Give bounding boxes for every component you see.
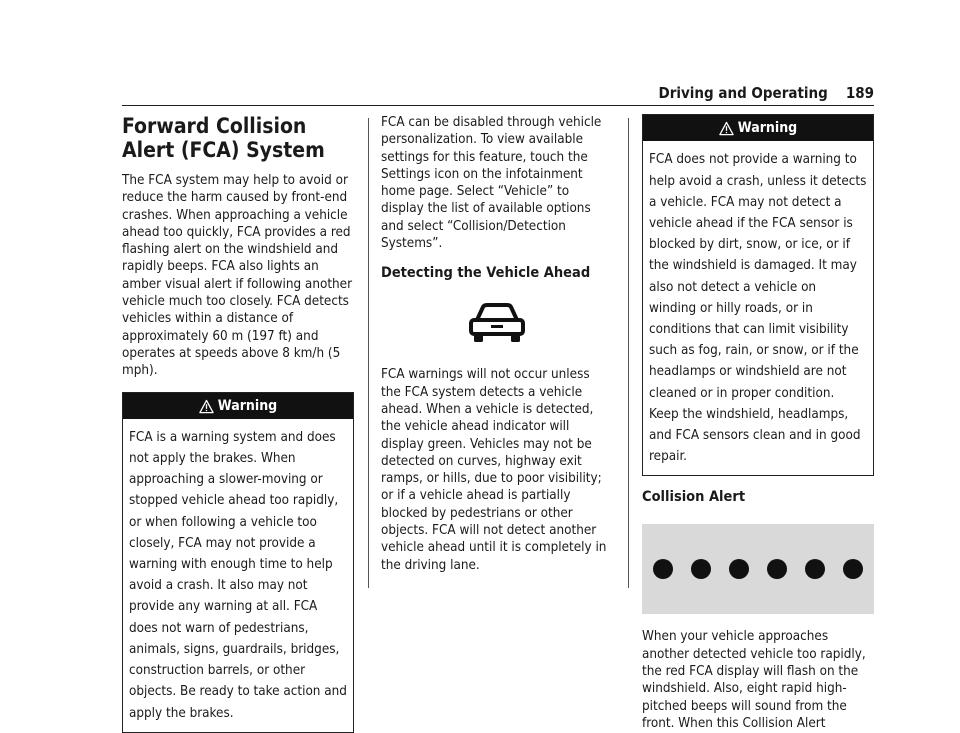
body-paragraph: FCA warnings will not occur unless the FCA system detects a vehicle ahead. When a vehicle is detected, the vehicle ahead indicator will display green. Vehicles may not be detected on curves, highway exit ramps, or hills, due to poor visibility; or if a vehicle ahead is partially blocked by pedestrians or other objects. FCA will not detect another vehicle ahead until it is completely in the driving lane. xyxy=(381,367,607,573)
column-3 xyxy=(642,114,874,732)
section-heading: Forward Collision Alert (FCA) System xyxy=(122,114,325,162)
running-header xyxy=(658,84,874,102)
section-title: Driving and Operating xyxy=(658,84,828,102)
warning-box xyxy=(122,392,354,733)
subsection-heading: Collision Alert xyxy=(642,489,746,506)
intro-paragraph: FCA can be disabled through vehicle personalization. To view available settings for this feature, touch the Settings icon on the infotainment home page. Select “Vehicle” to display the list of available options and select “Collision/Detection Systems”. xyxy=(381,115,602,252)
column-divider xyxy=(368,118,369,588)
intro-paragraph: The FCA system may help to avoid or reduce the harm caused by front-end crashes. When approaching a vehicle ahead too quickly, FCA provides a red flashing alert on the windshield and rapidly beeps. FCA also lights an amber visual alert if following another vehicle much too closely. FCA detects vehicles within a distance of approximately 60 m (197 ft) and operates at speeds above 8 km/h (5 mph). xyxy=(122,173,353,379)
warning-header xyxy=(643,115,873,141)
header-rule xyxy=(122,105,874,106)
warning-text: FCA is a warning system and does not apply the brakes. When approaching a slower-moving or stopped vehicle ahead too rapidly, or when following a vehicle too closely, FCA may not provide a warning with enough time to help avoid a crash. It also may not provide any warning at all. FCA does not warn of pedestrians, animals, signs, guardrails, bridges, construction barrels, or other objects. Be ready to take action and apply the brakes. xyxy=(129,429,347,721)
subsection-heading: Detecting the Vehicle Ahead xyxy=(381,265,591,282)
column-1 xyxy=(122,114,354,733)
alert-dot xyxy=(653,559,673,579)
warning-triangle-icon xyxy=(199,399,214,414)
alert-dot xyxy=(805,559,825,579)
warning-text: FCA does not provide a warning to help avoid a crash, unless it detects a vehicle. FCA may not detect a vehicle ahead if the FCA sensor is blocked by dirt, snow, or ice, or if the windshield is damaged. It may also not detect a vehicle on winding or hilly roads, or in conditions that can limit visibility such as fog, rain, or snow, or if the headlamps or windshield are not cleaned or in proper condition. Keep the windshield, headlamps, and FCA sensors clean and in good repair. xyxy=(649,152,867,465)
alert-dot xyxy=(729,559,749,579)
warning-header xyxy=(123,393,353,419)
collision-alert-dots-icon xyxy=(642,524,874,614)
warning-label: Warning xyxy=(737,120,798,136)
vehicle-ahead-icon xyxy=(381,302,613,344)
alert-dot xyxy=(691,559,711,579)
alert-dot xyxy=(767,559,787,579)
warning-box xyxy=(642,114,874,476)
page-number: 189 xyxy=(845,84,874,102)
alert-dot xyxy=(843,559,863,579)
body-paragraph: When your vehicle approaches another detected vehicle too rapidly, the red FCA display will flash on the windshield. Also, eight rapid high-pitched beeps will sound from the front. When this Collision Alert xyxy=(642,629,866,731)
column-2 xyxy=(381,114,613,574)
column-divider xyxy=(628,118,629,588)
warning-triangle-icon xyxy=(719,121,734,136)
warning-label: Warning xyxy=(217,397,278,414)
